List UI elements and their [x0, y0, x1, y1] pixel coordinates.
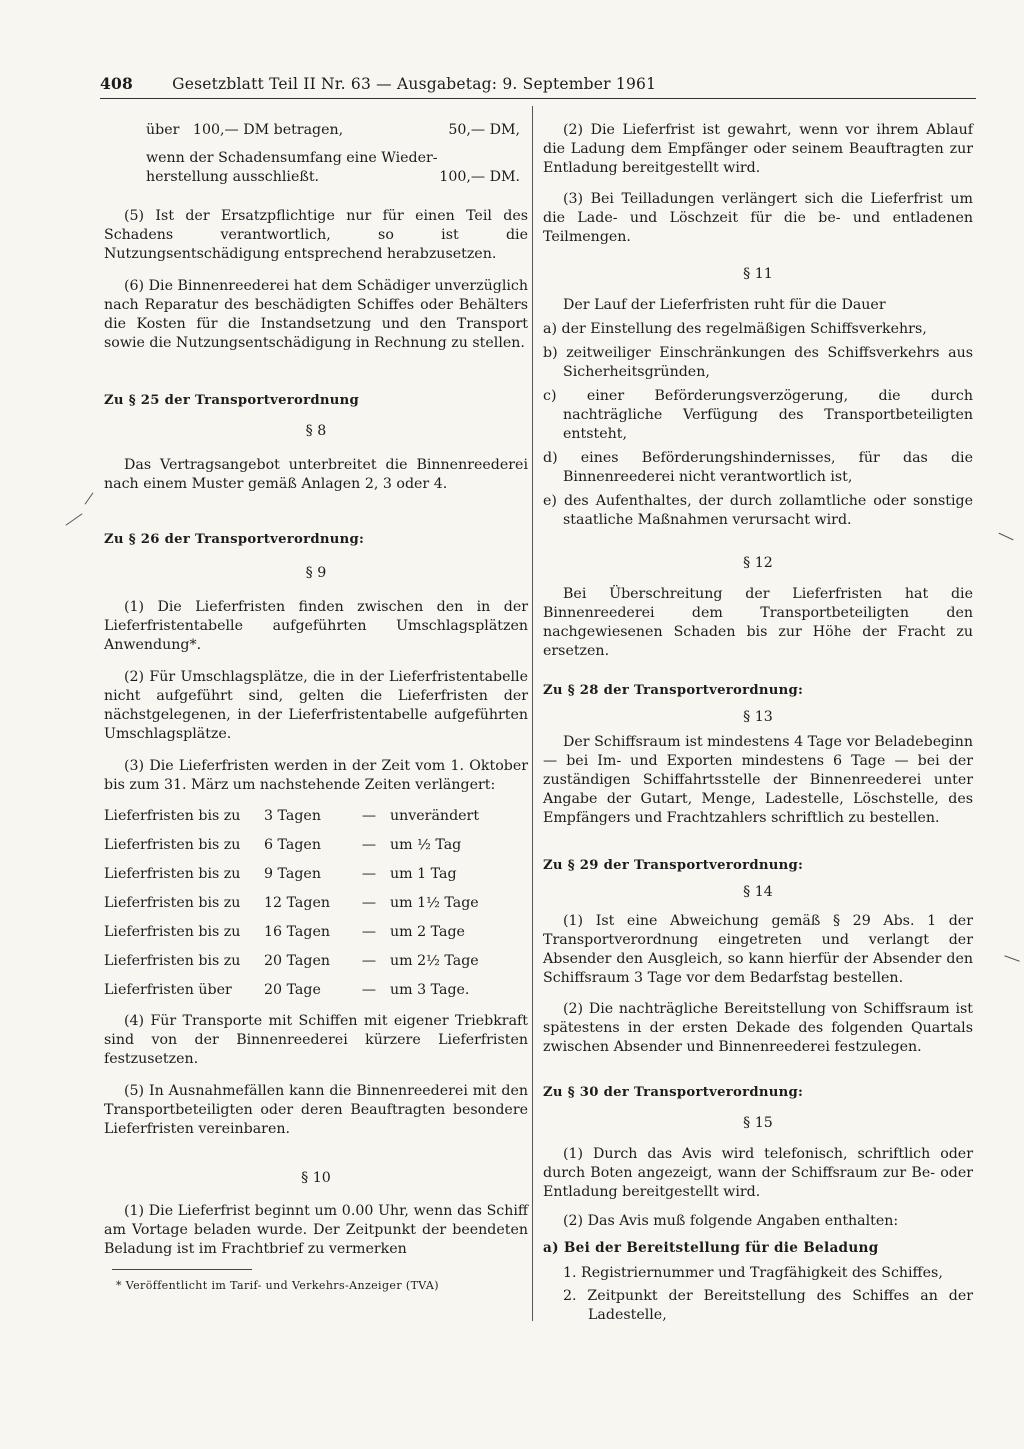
- paragraph: (2) Die nachträgliche Bereitstellung von Schiffsraum ist spätestens in der ersten Dekade des folgenden Quartals zwischen Absender und Binnenreederei festzulegen.: [543, 1001, 973, 1055]
- table-cell-days: 12 Tagen: [264, 895, 330, 911]
- paragraph: (5) In Ausnahmefällen kann die Binnenreederei mit den Transportbeteiligten oder deren Beauftragten besondere Lieferfristen vereinbaren.: [104, 1083, 528, 1137]
- column-rule: [532, 106, 533, 1321]
- table-cell-extension: um 1 Tag: [390, 866, 457, 882]
- fee-label: wenn der Schadensumfang eine Wieder-: [146, 150, 438, 166]
- fee-label: über 100,— DM betragen,: [146, 122, 344, 138]
- subsection-heading: a) Bei der Bereitstellung für die Beladung: [543, 1240, 879, 1256]
- list-item: e) des Aufenthaltes, der durch zollamtliche oder sonstige staatliche Maßnahmen verursacht wird.: [543, 493, 973, 528]
- fee-row: [104, 149, 528, 187]
- table-cell-dash: —: [361, 866, 377, 882]
- section-number: § 12: [743, 555, 773, 571]
- table-cell-days: 9 Tagen: [264, 866, 321, 882]
- table-cell-extension: unverändert: [390, 808, 480, 824]
- paragraph: (1) Ist eine Abweichung gemäß § 29 Abs. 1 der Transportverordnung eingetreten und verlangt der Absender den Ausgleich, so kann hierfür der Absender den Schiffsraum 3 Tage vor dem Bedarfstag bestellen.: [543, 913, 973, 986]
- table-cell-days: 20 Tagen: [264, 953, 330, 969]
- left-column: [104, 121, 528, 1295]
- table-row: [104, 923, 479, 952]
- fee-label: herstellung ausschließt.: [146, 169, 320, 185]
- section-heading: Zu § 28 der Transportverordnung:: [543, 683, 804, 698]
- table-cell-dash: —: [361, 808, 377, 824]
- table-cell-period-label: Lieferfristen über: [104, 982, 232, 998]
- paragraph: (5) Ist der Ersatzpflichtige nur für einen Teil des Schadens verantwortlich, so ist die Nutzungsentschädigung entsprechend herabzusetzen.: [104, 208, 528, 262]
- table-row: [104, 952, 479, 981]
- table-cell-extension: um 1½ Tage: [390, 895, 479, 911]
- paragraph: (2) Die Lieferfrist ist gewahrt, wenn vor ihrem Ablauf die Ladung dem Empfänger oder seinem Beauftragten zur Entladung bereitgestellt wird.: [543, 122, 973, 176]
- table-row: [104, 836, 479, 865]
- paragraph: (4) Für Transporte mit Schiffen mit eigener Triebkraft sind von der Binnenreederei kürzere Lieferfristen festzusetzen.: [104, 1013, 528, 1067]
- table-cell-period-label: Lieferfristen bis zu: [104, 837, 241, 853]
- paragraph: (3) Bei Teilladungen verlängert sich die Lieferfrist um die Lade- und Löschzeit für die be- und entladenen Teilmengen.: [543, 191, 973, 245]
- table-cell-dash: —: [361, 982, 377, 998]
- section-number: § 11: [743, 266, 773, 282]
- table-cell-days: 16 Tagen: [264, 924, 330, 940]
- footnote: * Veröffentlicht im Tarif- und Verkehrs-Anzeiger (TVA): [116, 1279, 439, 1292]
- section-number: § 14: [743, 884, 773, 900]
- paragraph: (2) Das Avis muß folgende Angaben enthalten:: [563, 1213, 899, 1229]
- scan-mark: [999, 533, 1014, 541]
- table-cell-extension: um 2 Tage: [390, 924, 465, 940]
- paragraph: Bei Überschreitung der Lieferfristen hat die Binnenreederei dem Transportbeteiligten den nachgewiesenen Schaden bis zur Höhe der Fracht zu ersetzen.: [543, 586, 973, 659]
- table-cell-period-label: Lieferfristen bis zu: [104, 924, 241, 940]
- section-number: § 13: [743, 709, 773, 725]
- table-cell-dash: —: [361, 924, 377, 940]
- paragraph: (1) Durch das Avis wird telefonisch, schriftlich oder durch Boten angezeigt, wann der Schiffsraum zur Be- oder Entladung bereitgestellt wird.: [543, 1146, 973, 1200]
- list-item: d) eines Beförderungshindernisses, für das die Binnenreederei nicht verantwortlich ist,: [543, 450, 973, 485]
- table-cell-days: 6 Tagen: [264, 837, 321, 853]
- section-number: § 8: [305, 423, 327, 439]
- avis-details-list: [543, 1264, 973, 1325]
- list-item: a) der Einstellung des regelmäßigen Schiffsverkehrs,: [543, 321, 927, 337]
- section-heading: Zu § 29 der Transportverordnung:: [543, 858, 804, 873]
- table-cell-dash: —: [361, 953, 377, 969]
- paragraph: (1) Die Lieferfrist beginnt um 0.00 Uhr, wenn das Schiff am Vortage beladen wurde. Der Zeitpunkt der beendeten Beladung ist im Frachtbrief zu vermerken: [104, 1203, 528, 1257]
- table-cell-period-label: Lieferfristen bis zu: [104, 953, 241, 969]
- paragraph: (1) Die Lieferfristen finden zwischen den in der Lieferfristentabelle aufgeführten Umschlagsplätzen Anwendung*.: [104, 599, 528, 653]
- table-cell-period-label: Lieferfristen bis zu: [104, 895, 241, 911]
- delivery-period-table: [104, 807, 479, 1010]
- table-cell-days: 20 Tage: [264, 982, 321, 998]
- list-item: 1. Registriernummer und Tragfähigkeit des Schiffes,: [563, 1265, 943, 1281]
- list-item: b) zeitweiliger Einschränkungen des Schiffsverkehrs aus Sicherheitsgründen,: [543, 345, 973, 380]
- section-number: § 10: [301, 1170, 331, 1186]
- paragraph: (3) Die Lieferfristen werden in der Zeit vom 1. Oktober bis zum 31. März um nachstehende Zeiten verlängert:: [104, 758, 528, 793]
- paragraph: Der Lauf der Lieferfristen ruht für die Dauer: [563, 297, 886, 313]
- table-cell-dash: —: [361, 895, 377, 911]
- table-cell-dash: —: [361, 837, 377, 853]
- table-row: [104, 807, 479, 836]
- fee-value: 50,— DM,: [448, 122, 520, 138]
- table-cell-period-label: Lieferfristen bis zu: [104, 866, 241, 882]
- paragraph: Der Schiffsraum ist mindestens 4 Tage vor Beladebeginn — bei Im- und Exporten mindestens 6 Tage — bei der zuständigen Schiffahrtsstelle der Binnenreederei unter Angabe der Gutart, Menge, Ladestelle, Löschstelle, des Empfängers und Frachtzahlers schriftlich zu bestellen.: [543, 734, 973, 826]
- pause-conditions-list: [543, 320, 973, 530]
- section-heading: Zu § 30 der Transportverordnung:: [543, 1085, 804, 1100]
- fee-value: 100,— DM.: [439, 169, 520, 185]
- page-number: 408: [100, 74, 133, 93]
- section-heading: Zu § 26 der Transportverordnung:: [104, 532, 365, 547]
- table-cell-days: 3 Tagen: [264, 808, 321, 824]
- paragraph: (6) Die Binnenreederei hat dem Schädiger unverzüglich nach Reparatur des beschädigten Schiffes oder Behälters die Kosten für die Instandsetzung und den Transport sowie die Nutzungsentschädigung in Rechnung zu stellen.: [104, 278, 528, 351]
- scan-mark: [66, 513, 83, 525]
- gazette-title: Gesetzblatt Teil II Nr. 63 — Ausgabetag: 9. September 1961: [172, 75, 657, 93]
- header-rule: [100, 98, 976, 99]
- list-item: 2. Zeitpunkt der Bereitstellung des Schiffes an der Ladestelle,: [563, 1288, 973, 1323]
- table-cell-extension: um ½ Tag: [390, 837, 462, 853]
- table-row: [104, 865, 479, 894]
- list-item: c) einer Beförderungsverzögerung, die durch nachträgliche Verfügung des Transportbeteiligten entsteht,: [543, 388, 973, 442]
- fee-row: [104, 121, 528, 140]
- table-row: [104, 894, 479, 923]
- table-cell-extension: um 3 Tage.: [390, 982, 470, 998]
- table-row: [104, 981, 479, 1010]
- table-cell-period-label: Lieferfristen bis zu: [104, 808, 241, 824]
- footnote-rule: [112, 1269, 252, 1270]
- scan-mark: [85, 492, 94, 504]
- scan-mark: [1004, 955, 1019, 961]
- section-heading: Zu § 25 der Transportverordnung: [104, 393, 360, 408]
- paragraph: Das Vertragsangebot unterbreitet die Binnenreederei nach einem Muster gemäß Anlagen 2, 3 oder 4.: [104, 457, 528, 492]
- table-cell-extension: um 2½ Tage: [390, 953, 479, 969]
- section-number: § 15: [743, 1115, 773, 1131]
- page-header: [100, 74, 780, 93]
- right-column: [543, 121, 973, 1325]
- section-number: § 9: [305, 565, 327, 581]
- paragraph: (2) Für Umschlagsplätze, die in der Lieferfristentabelle nicht aufgeführt sind, gelten die Lieferfristen der nächstgelegenen, in der Lieferfristentabelle aufgeführten Umschlagsplätze.: [104, 669, 528, 742]
- fee-row-inner: [146, 168, 520, 187]
